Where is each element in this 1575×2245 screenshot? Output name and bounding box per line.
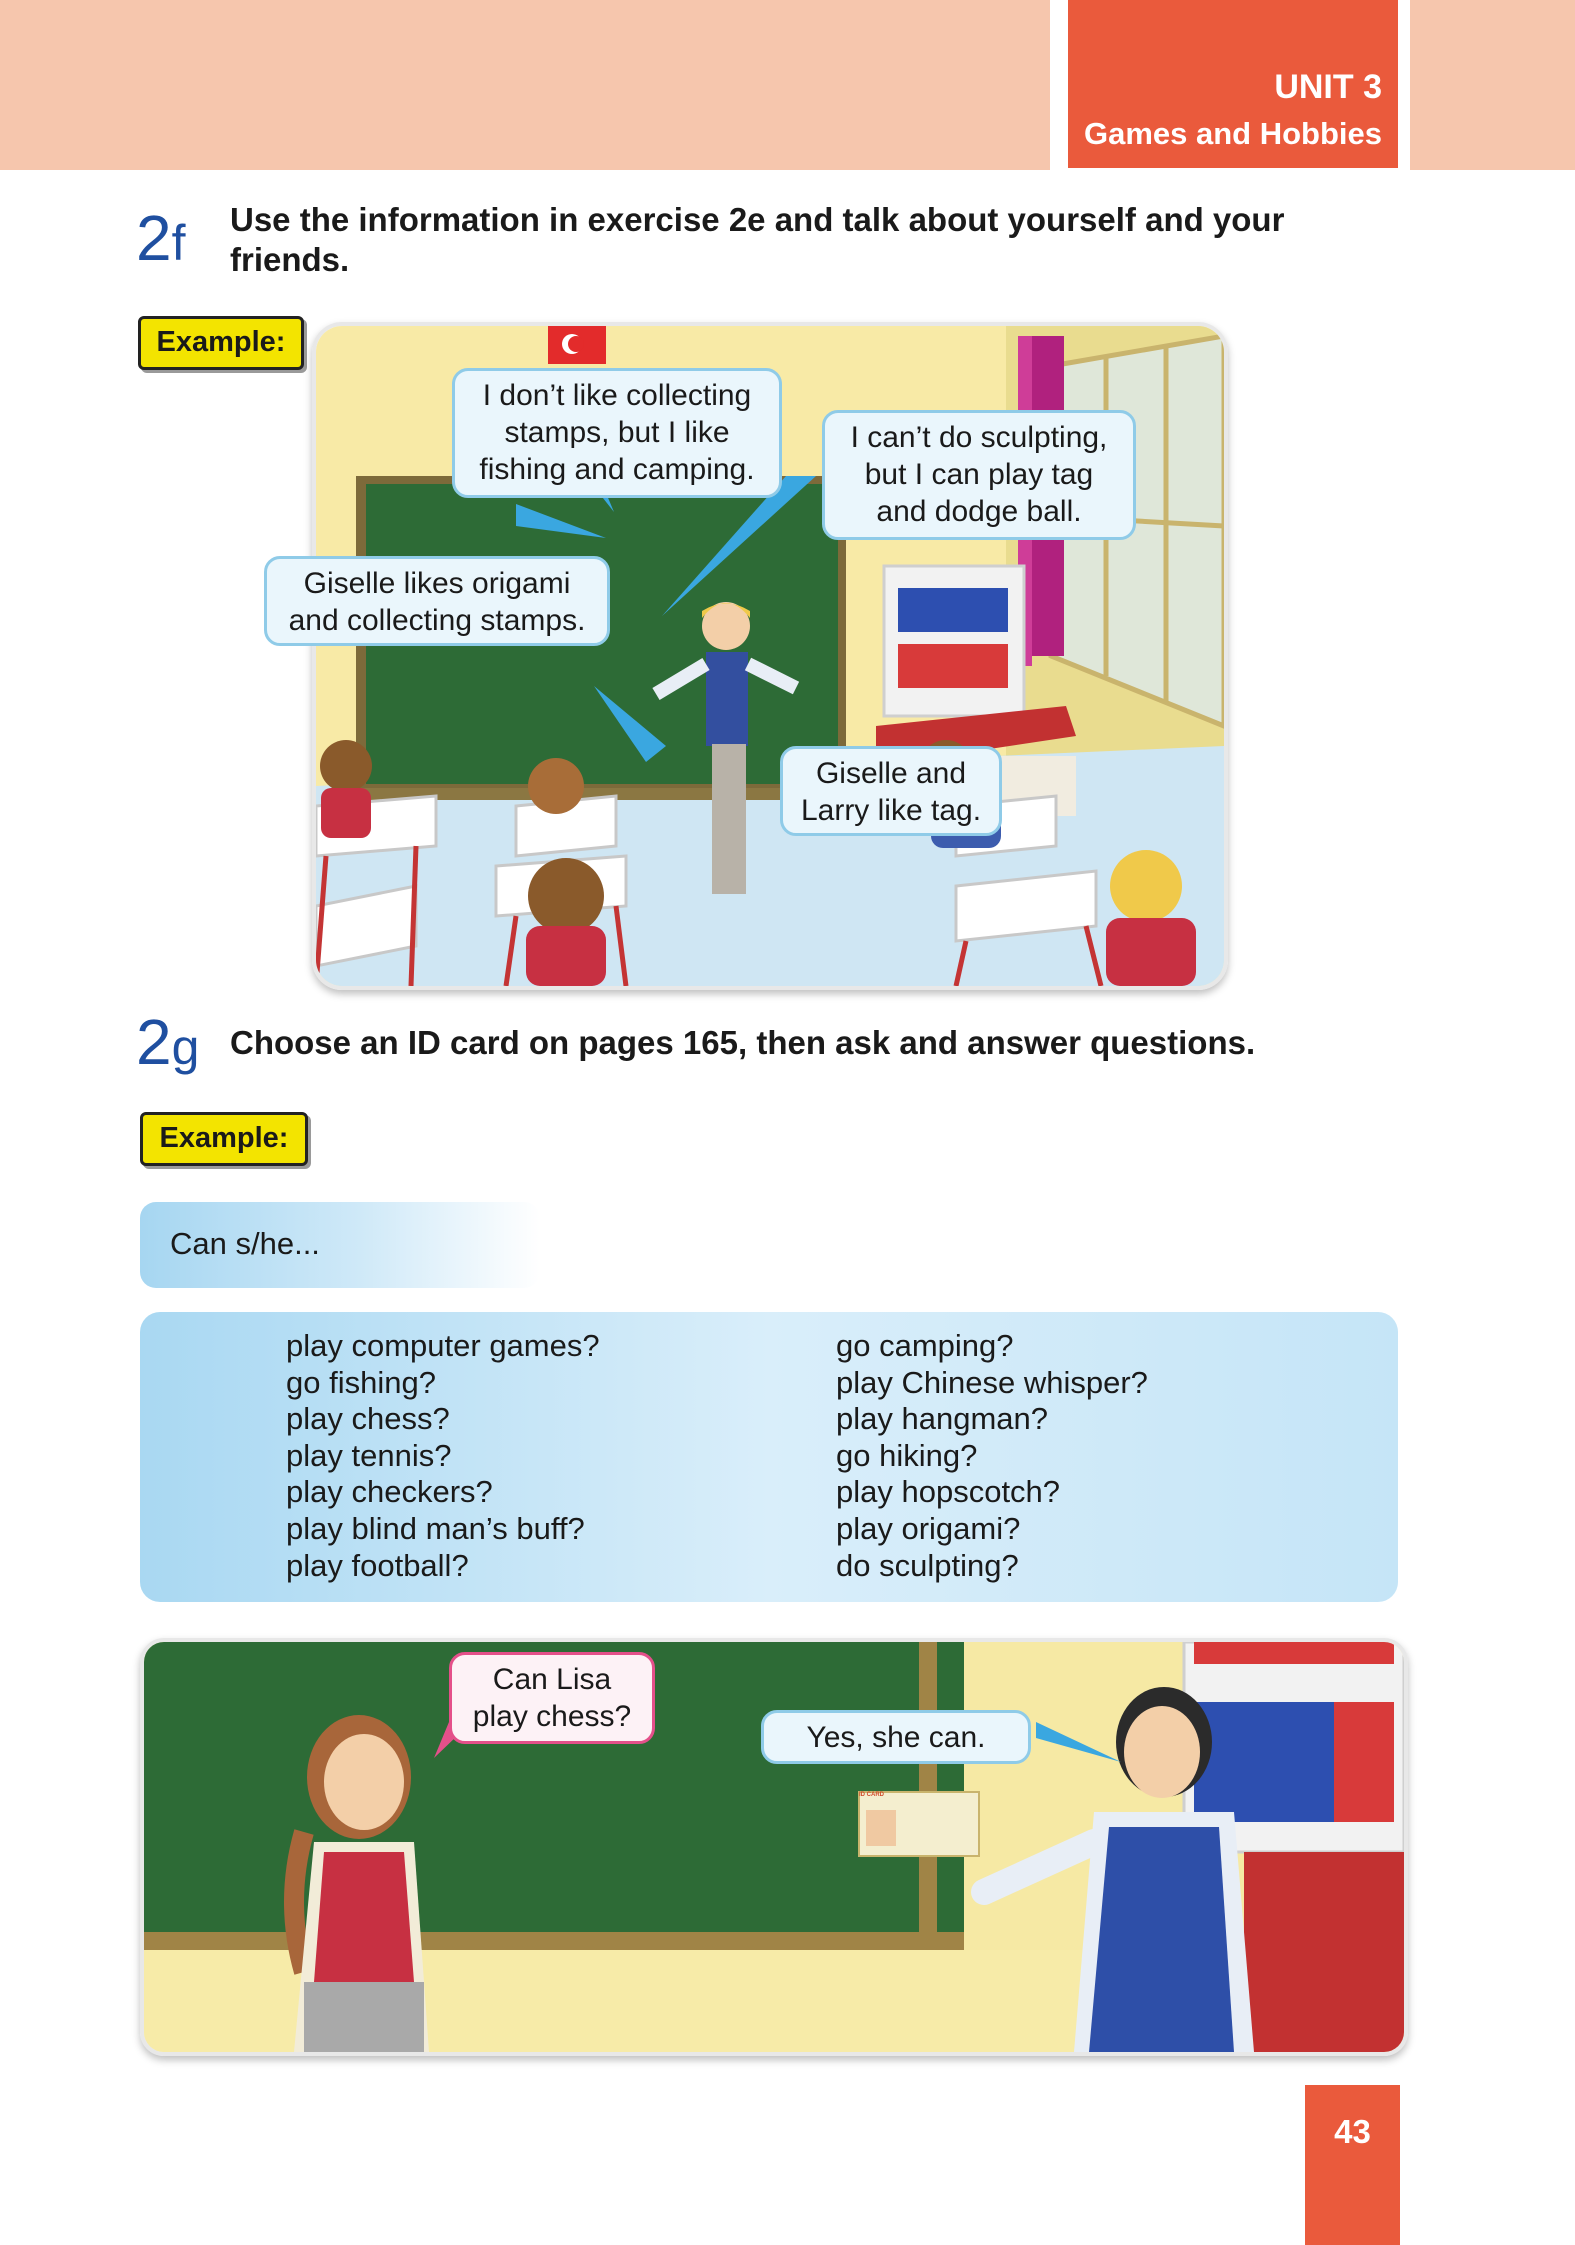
- questions-left-column: [286, 1328, 600, 1584]
- question-item: play tennis?: [286, 1437, 452, 1473]
- questions-right-column: [836, 1328, 1148, 1584]
- example-badge-2g: Example:: [140, 1112, 308, 1166]
- question-item: play hangman?: [836, 1401, 1048, 1437]
- header-band: [0, 0, 1050, 170]
- question-stem: Can s/he...: [170, 1226, 320, 1261]
- speech-bubble-girl: Can Lisa play chess?: [449, 1652, 655, 1744]
- question-item: play origami?: [836, 1510, 1021, 1546]
- speech-bubble-giselle-origami: Giselle likes origami and collecting stamps.: [264, 556, 610, 646]
- question-stem-box: [140, 1202, 540, 1288]
- speech-bubble-boy: Yes, she can.: [761, 1710, 1031, 1764]
- question-item: go hiking?: [836, 1437, 978, 1473]
- exercise-number-2g: 2g: [136, 1006, 200, 1078]
- question-item: go camping?: [836, 1328, 1014, 1363]
- questions-box: [140, 1312, 1398, 1602]
- exercise-instruction-2f: Use the information in exercise 2e and talk about yourself and your friends.: [230, 201, 1285, 278]
- question-item: play hopscotch?: [836, 1474, 1061, 1510]
- id-card-label: ID CARD: [859, 1792, 884, 1798]
- question-item: go fishing?: [286, 1364, 436, 1400]
- example-badge: Example:: [138, 316, 304, 370]
- question-item: play blind man’s buff?: [286, 1510, 585, 1546]
- unit-subtitle: Games and Hobbies: [1083, 116, 1382, 151]
- header-band-right: [1410, 0, 1575, 170]
- unit-title: UNIT 3: [1274, 68, 1382, 106]
- question-item: play computer games?: [286, 1328, 600, 1363]
- exercise-instruction-2g: Choose an ID card on pages 165, then ask and answer questions.: [230, 1024, 1256, 1061]
- question-item: play football?: [286, 1547, 469, 1583]
- unit-label-box: [1068, 0, 1398, 168]
- question-item: play checkers?: [286, 1474, 493, 1510]
- speech-bubble-teacher-right: I can’t do sculpting, but I can play tag and dodge ball.: [822, 410, 1136, 540]
- page-number: 43: [1305, 2085, 1400, 2245]
- question-item: play Chinese whisper?: [836, 1364, 1148, 1400]
- question-item: play chess?: [286, 1401, 450, 1437]
- speech-bubble-teacher-left: I don’t like collecting stamps, but I like fishing and camping.: [452, 368, 782, 498]
- speech-bubble-giselle-larry: Giselle and Larry like tag.: [780, 746, 1002, 836]
- id-card-dialogue-illustration: [140, 1638, 1408, 2056]
- question-item: do sculpting?: [836, 1547, 1019, 1583]
- exercise-number-2f: 2f: [136, 202, 186, 274]
- bubble-tails-2: [144, 1642, 1404, 2052]
